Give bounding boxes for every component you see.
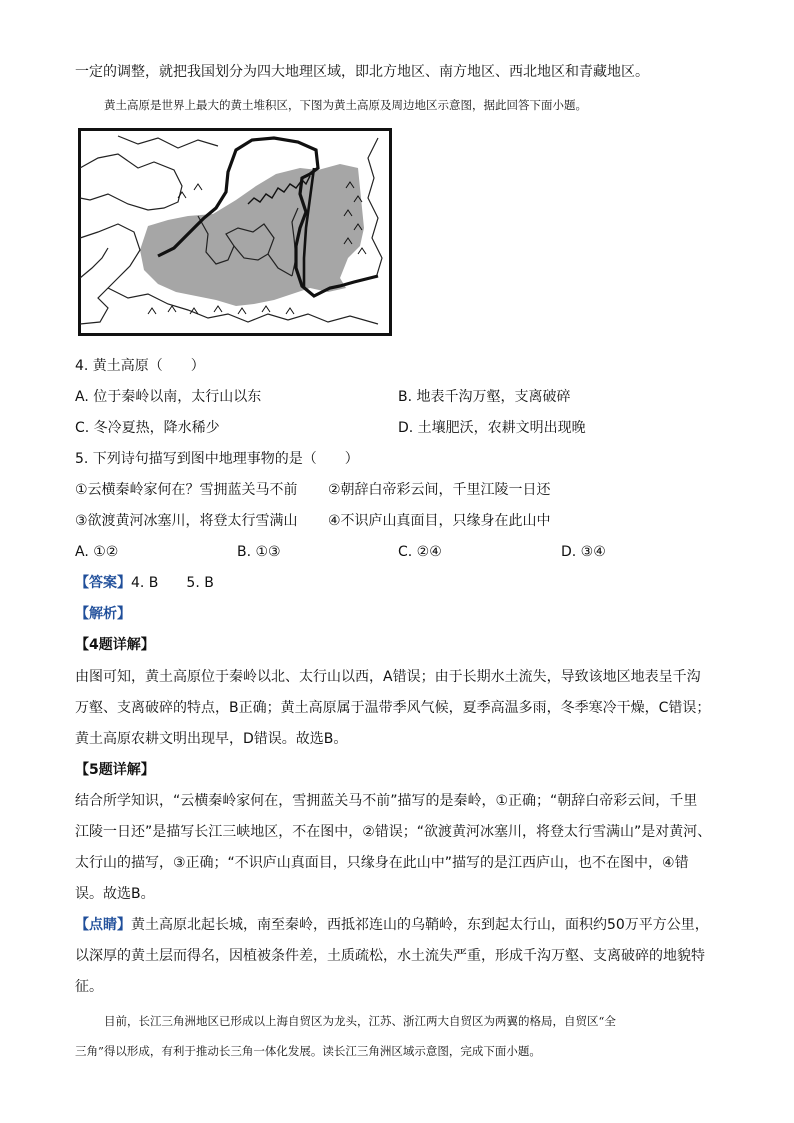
q5-poem-3: ③欲渡黄河冰塞川，将登太行雪满山 — [75, 513, 298, 529]
detail4-line-1: 由图可知，黄土高原位于秦岭以北、太行山以西，A错误；由于长期水土流失，导致该地区地表呈千沟 — [75, 669, 701, 685]
q4-option-c: C. 冬冷夏热，降水稀少 — [75, 420, 220, 436]
detail5-line-3: 太行山的描写，③正确；“不识庐山真面目，只缘身在此山中”描写的是江西庐山，也不在图中，④错 — [75, 855, 689, 871]
passage-text: 黄土高原是世界上最大的黄土堆积区，下图为黄土高原及周边地区示意图，据此回答下面小题。 — [104, 98, 587, 112]
analysis-label: 【解析】 — [75, 606, 131, 622]
detail5-line-2: 江陵一日还”是描写长江三峡地区，不在图中，②错误；“欲渡黄河冰塞川，将登太行雪满山”是对黄河、 — [75, 824, 712, 840]
next-passage-line-2: 三角”得以形成，有利于推动长三角一体化发展。读长江三角洲区域示意图，完成下面小题。 — [75, 1044, 541, 1058]
detail4-line-3: 黄土高原农耕文明出现早，D错误。故选B。 — [75, 731, 348, 747]
answer-line — [75, 573, 214, 593]
q4-option-b: B. 地表千沟万壑，支离破碎 — [398, 389, 571, 405]
q5-stem: 5. 下列诗句描写到图中地理事物的是（ ） — [75, 451, 359, 467]
answer-text: 4. B 5. B — [131, 575, 214, 591]
detail5-line-1: 结合所学知识，“云横秦岭家何在，雪拥蓝关马不前”描写的是秦岭，①正确；“朝辞白帝彩云间，千里 — [75, 793, 698, 809]
q4-option-d: D. 土壤肥沃，农耕文明出现晚 — [398, 420, 586, 436]
next-passage-line-1: 目前，长江三角洲地区已形成以上海自贸区为龙头，江苏、浙江两大自贸区为两翼的格局，自贸区“全 — [104, 1014, 616, 1028]
q4-stem: 4. 黄土高原（ ） — [75, 358, 205, 374]
tip-label: 【点睛】 — [75, 917, 131, 933]
q5-option-a: A. ①② — [75, 544, 119, 560]
tip-line-2: 以深厚的黄土层而得名，因植被条件差，土质疏松，水土流失严重，形成千沟万壑、支离破碎的地貌特 — [75, 948, 705, 964]
detail5-label: 【5题详解】 — [75, 762, 155, 778]
q5-option-c: C. ②④ — [398, 544, 442, 560]
q5-option-d: D. ③④ — [561, 544, 606, 560]
tip-text-1: 黄土高原北起长城，南至秦岭，西抵祁连山的乌鞘岭，东到起太行山，面积约50万平方公里， — [131, 917, 709, 933]
detail4-line-2: 万壑、支离破碎的特点，B正确；黄土高原属于温带季风气候，夏季高温多雨，冬季寒冷干燥，C错误； — [75, 700, 711, 716]
tip-line-1 — [75, 915, 709, 935]
detail4-label: 【4题详解】 — [75, 637, 155, 653]
detail5-line-4: 误。故选B。 — [75, 886, 155, 902]
q5-poem-4: ④不识庐山真面目，只缘身在此山中 — [328, 513, 551, 529]
loess-plateau-map — [78, 128, 392, 336]
q5-option-b: B. ①③ — [237, 544, 281, 560]
q5-poem-2: ②朝辞白帝彩云间，千里江陵一日还 — [328, 482, 551, 498]
tip-line-3: 征。 — [75, 979, 103, 995]
q5-poem-1: ①云横秦岭家何在？雪拥蓝关马不前 — [75, 482, 298, 498]
intro-line: 一定的调整，就把我国划分为四大地理区域，即北方地区、南方地区、西北地区和青藏地区。 — [75, 64, 649, 80]
answer-label: 【答案】 — [75, 575, 131, 591]
q4-option-a: A. 位于秦岭以南，太行山以东 — [75, 389, 262, 405]
